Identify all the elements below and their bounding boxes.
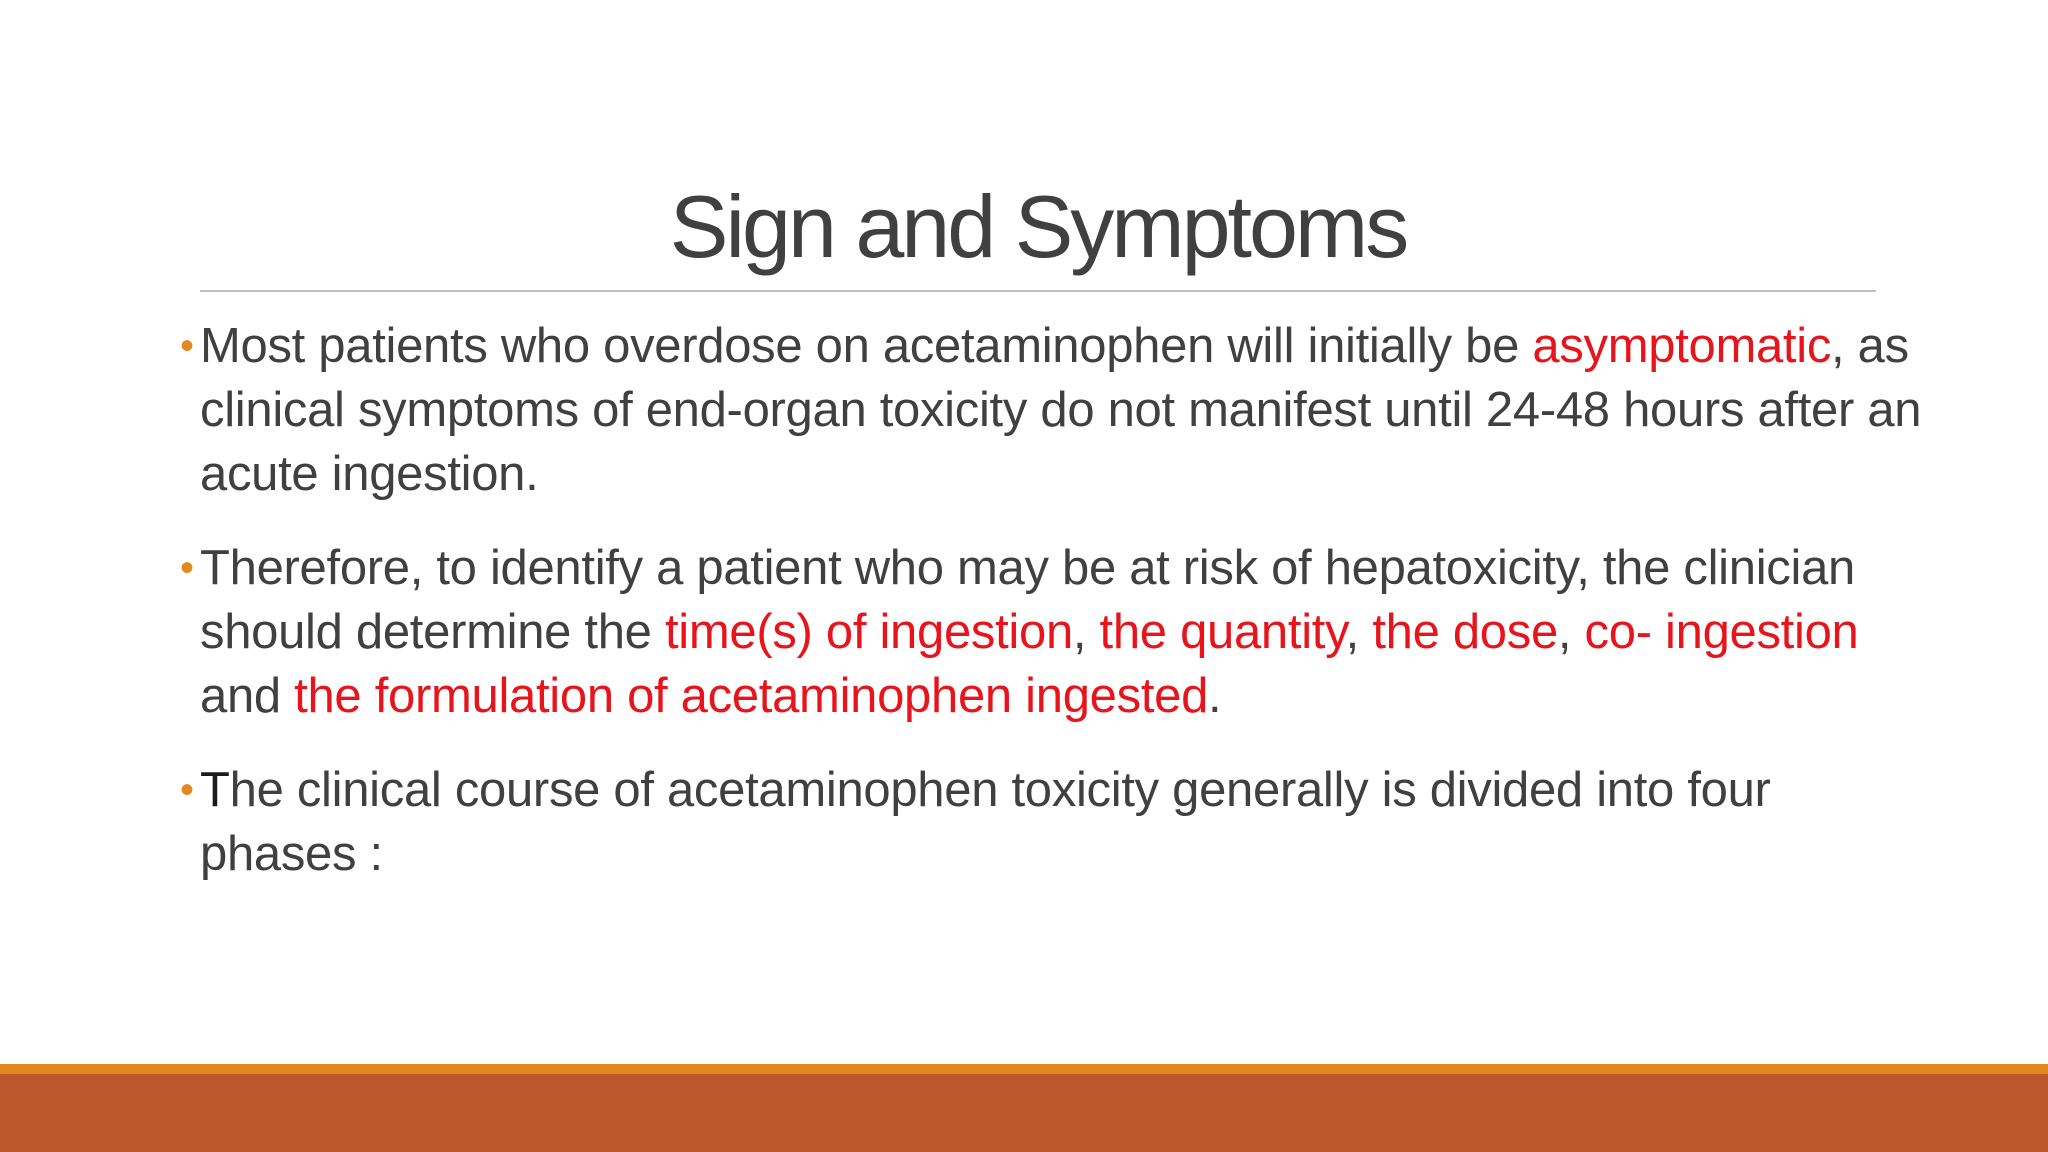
highlight-text: co- ingestion xyxy=(1584,605,1859,659)
highlight-text: the quantity xyxy=(1099,605,1346,659)
slide-title: Sign and Symptoms xyxy=(669,177,1407,276)
bullet-text: Most patients who overdose on acetaminophen will initially be xyxy=(200,319,1533,373)
bullet-list xyxy=(180,314,1924,916)
highlight-text: time(s) of ingestion xyxy=(664,605,1073,659)
bullet-dot-icon: • xyxy=(180,324,194,368)
bullet-text: . xyxy=(1208,669,1222,723)
bullet-text: , as clinical symptoms of end-organ toxicity do not manifest until 24-48 hours after an acute ingestion. xyxy=(200,319,1922,501)
highlight-text: the formulation of acetaminophen ingested xyxy=(294,669,1209,723)
bullet-text: he clinical course of acetaminophen toxicity generally is divided into four phases : xyxy=(200,763,1771,881)
highlight-text: the dose xyxy=(1372,605,1558,659)
bullet-text: T xyxy=(200,763,230,817)
bullet-text: Therefore, to identify a patient who may be at risk of hepatoxicity, the clinician should determine the xyxy=(200,541,1855,659)
bullet-item-3 xyxy=(180,758,1924,886)
bullet-text: , xyxy=(1072,605,1100,659)
bullet-text: , xyxy=(1557,605,1585,659)
bullet-text: , xyxy=(1345,605,1373,659)
bullet-item-1 xyxy=(180,314,1924,506)
bullet-item-2 xyxy=(180,536,1924,728)
bullet-dot-icon: • xyxy=(180,768,194,812)
highlight-text: asymptomatic xyxy=(1532,319,1832,373)
bullet-text: and xyxy=(200,669,295,723)
footer-accent-bar xyxy=(0,1064,2048,1074)
bullet-dot-icon: • xyxy=(180,546,194,590)
footer-bar xyxy=(0,1074,2048,1152)
title-divider xyxy=(200,290,1876,292)
